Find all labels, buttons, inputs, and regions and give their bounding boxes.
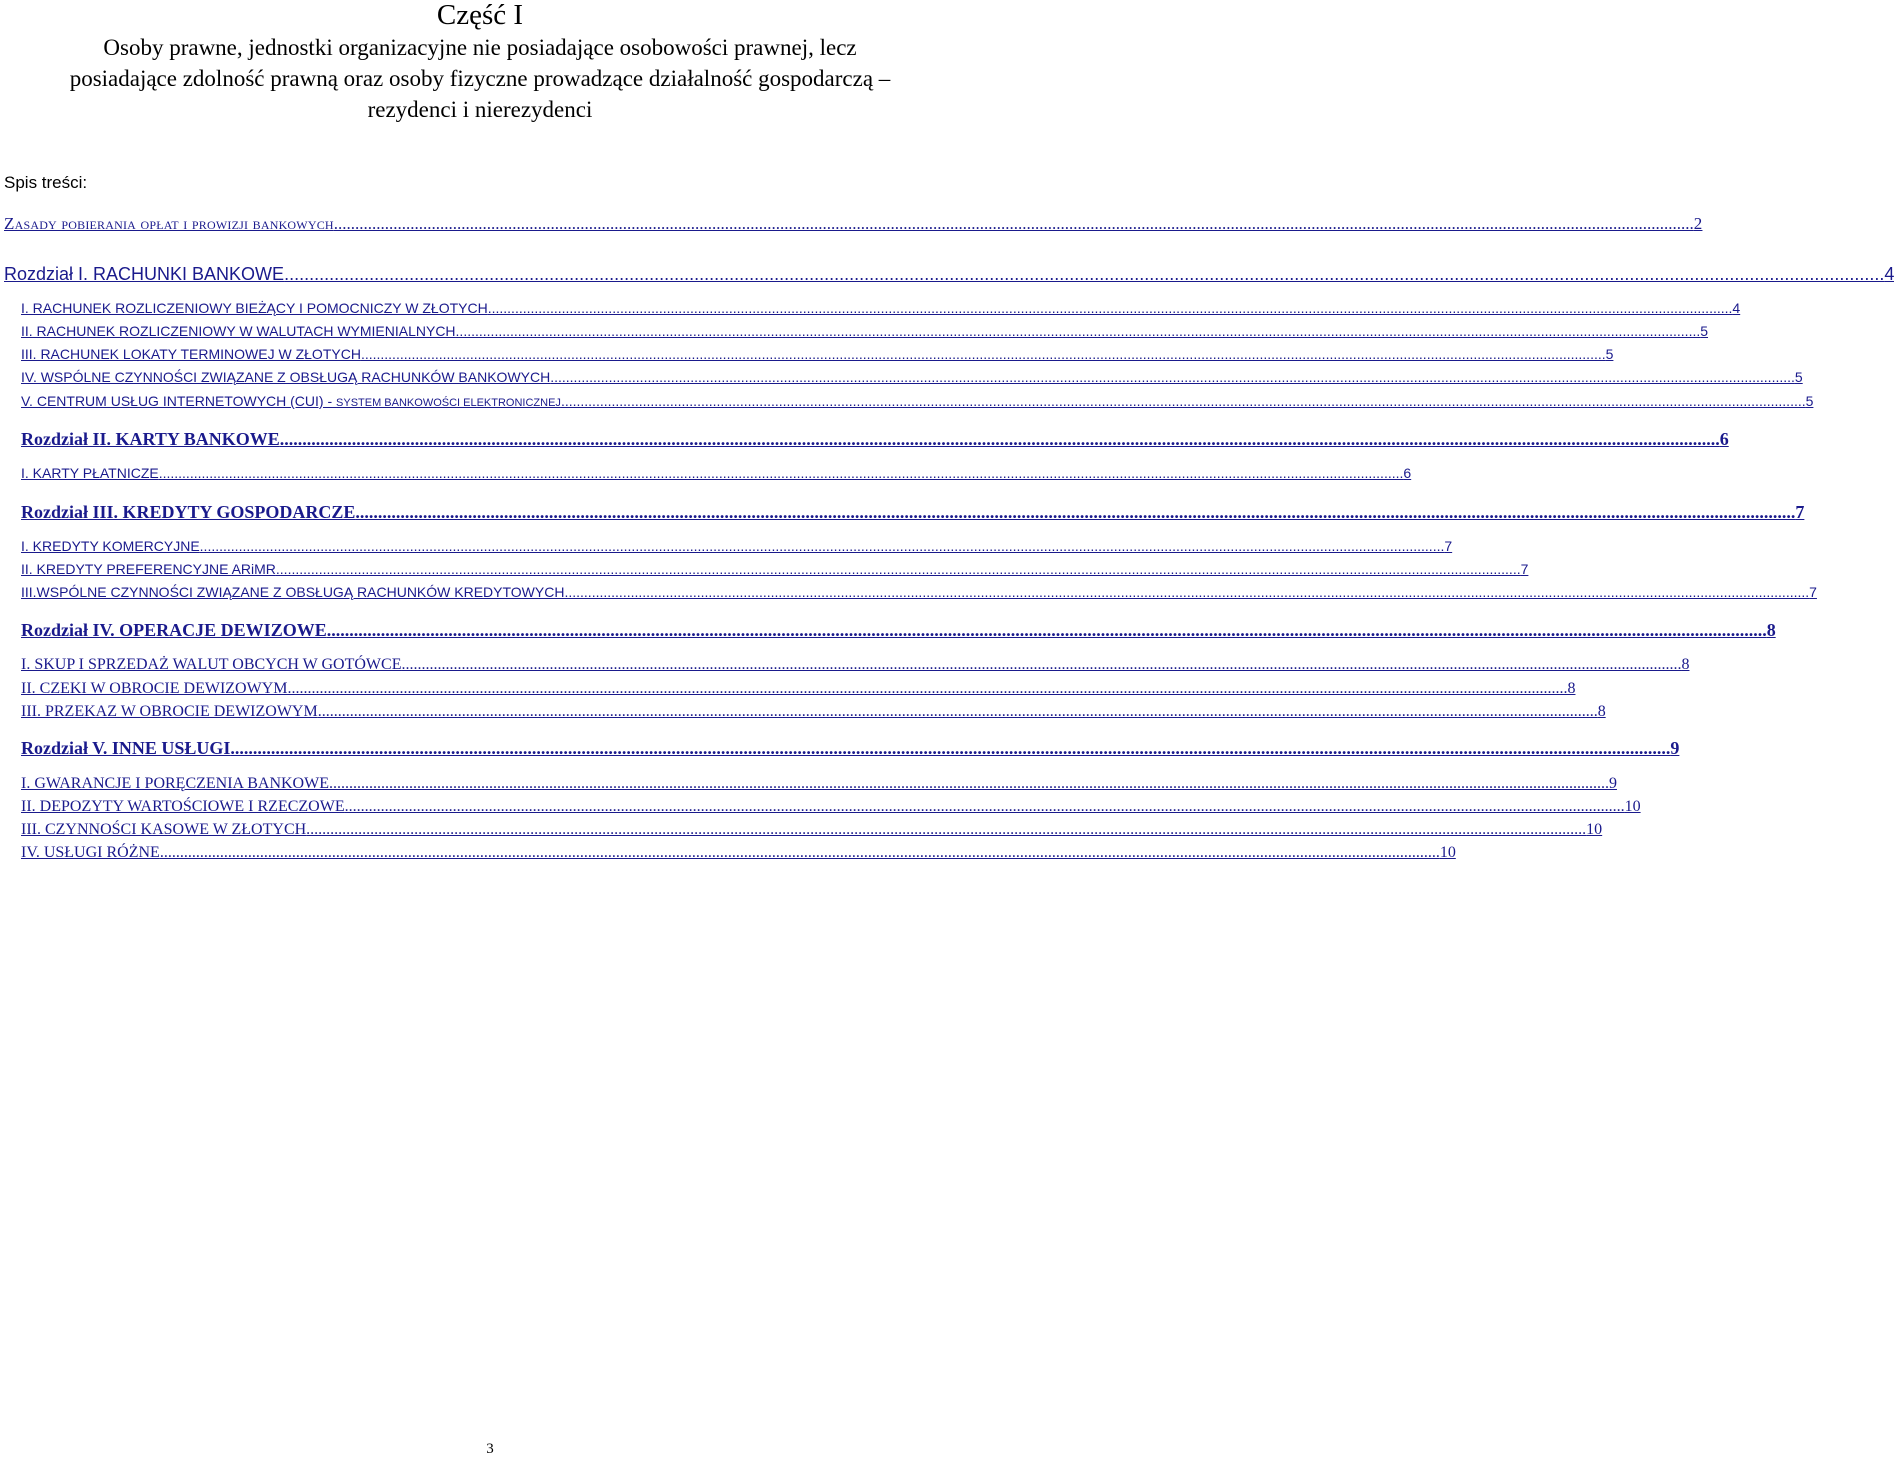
toc-entry-page: 8 bbox=[1766, 620, 1776, 640]
toc-leader-dots bbox=[401, 656, 1681, 674]
toc-entry-page: 4 bbox=[1732, 300, 1741, 316]
toc-entry-text: IV. WSPÓLNE CZYNNOŚCI ZWIĄZANE Z OBSŁUGĄ RACHUNKÓW BANKOWYCH bbox=[21, 369, 551, 385]
toc-entry-page: 10 bbox=[1586, 821, 1603, 838]
toc-entry-text bbox=[21, 393, 561, 409]
toc-entry-page: 5 bbox=[1794, 369, 1803, 385]
toc-entry-page: 6 bbox=[1403, 465, 1412, 481]
toc-entry-3-3[interactable] bbox=[21, 584, 1817, 600]
toc-entry-page: 10 bbox=[1624, 798, 1641, 815]
toc-entry-text: Rozdział II. KARTY BANKOWE bbox=[21, 429, 280, 449]
toc-entry-text: I. RACHUNEK ROZLICZENIOWY BIEŻĄCY I POMOCNICZY W ZŁOTYCH bbox=[21, 300, 488, 316]
toc-entry-rozdzial-3[interactable] bbox=[21, 502, 1805, 523]
toc-entry-rozdzial-2[interactable] bbox=[21, 429, 1729, 450]
toc-entry-page: 9 bbox=[1670, 738, 1680, 758]
toc-entry-4-1[interactable] bbox=[21, 656, 1690, 674]
toc-entry-page: 8 bbox=[1597, 703, 1606, 720]
toc-leader-dots bbox=[561, 393, 1806, 409]
toc-leader-dots bbox=[284, 264, 1884, 285]
toc-leader-dots bbox=[345, 798, 1625, 816]
subtitle-line: posiadające zdolność prawną oraz osoby fizyczne prowadzące działalność gospodarczą – bbox=[69, 66, 891, 91]
toc-entry-page: 9 bbox=[1608, 775, 1617, 792]
toc-entry-page: 10 bbox=[1439, 844, 1456, 861]
toc-leader-dots bbox=[564, 584, 1809, 600]
page-number: 3 bbox=[486, 1441, 494, 1457]
toc-entry-text: Zasady pobierania opłat i prowizji bankowych bbox=[4, 214, 334, 233]
toc-entry-text: II. CZEKI W OBROCIE DEWIZOWYM bbox=[21, 680, 288, 697]
toc-entry-page: 7 bbox=[1520, 561, 1529, 577]
toc-entry-page: 4 bbox=[1884, 264, 1894, 284]
toc-entry-page: 7 bbox=[1444, 538, 1453, 554]
toc-entry-1-1[interactable] bbox=[21, 300, 1741, 316]
toc-entry-text: II. DEPOZYTY WARTOŚCIOWE I RZECZOWE bbox=[21, 798, 345, 815]
toc-entry-rozdzial-4[interactable] bbox=[21, 620, 1776, 641]
toc-entry-text: III.WSPÓLNE CZYNNOŚCI ZWIĄZANE Z OBSŁUGĄ RACHUNKÓW KREDYTOWYCH bbox=[21, 584, 565, 600]
toc-heading: Spis treści: bbox=[4, 173, 88, 192]
toc-entry-text: II. RACHUNEK ROZLICZENIOWY W WALUTACH WYMIENIALNYCH bbox=[21, 323, 456, 339]
toc-leader-dots bbox=[280, 429, 1720, 450]
toc-entry-text: I. KARTY PŁATNICZE bbox=[21, 465, 159, 481]
toc-leader-dots bbox=[306, 821, 1586, 839]
toc-entry-page: 8 bbox=[1681, 656, 1690, 673]
toc-leader-dots bbox=[287, 680, 1567, 698]
toc-entry-text: II. KREDYTY PREFERENCYJNE ARiMR bbox=[21, 561, 276, 577]
toc-leader-dots bbox=[456, 323, 1701, 339]
toc-entry-text-small: SYSTEM BANKOWOŚCI ELEKTRONICZNEJ bbox=[336, 397, 561, 409]
toc-entry-text: Rozdział I. RACHUNKI BANKOWE bbox=[4, 264, 285, 284]
toc-entry-3-1[interactable] bbox=[21, 538, 1453, 554]
document-title: Część I bbox=[436, 0, 524, 31]
toc-entry-5-1[interactable] bbox=[21, 775, 1617, 793]
toc-leader-dots bbox=[550, 369, 1795, 385]
toc-entry-page: 7 bbox=[1795, 502, 1805, 522]
subtitle-line: rezydenci i nierezydenci bbox=[367, 97, 593, 122]
toc-entry-5-3[interactable] bbox=[21, 821, 1603, 839]
toc-leader-dots bbox=[318, 703, 1598, 721]
toc-entry-4-3[interactable] bbox=[21, 703, 1606, 721]
toc-leader-dots bbox=[334, 214, 1694, 234]
toc-entry-1-4[interactable] bbox=[21, 369, 1803, 385]
toc-entry-text: III. PRZEKAZ W OBROCIE DEWIZOWYM bbox=[21, 703, 318, 720]
toc-leader-dots bbox=[361, 346, 1606, 362]
toc-entry-page: 2 bbox=[1693, 214, 1703, 233]
toc-entry-page: 5 bbox=[1805, 393, 1814, 409]
toc-leader-dots bbox=[329, 775, 1609, 793]
toc-entry-text: Rozdział V. INNE USŁUGI bbox=[21, 738, 231, 758]
toc-entry-page: 5 bbox=[1605, 346, 1614, 362]
toc-leader-dots bbox=[327, 620, 1767, 641]
toc-entry-page: 8 bbox=[1567, 680, 1576, 697]
toc-leader-dots bbox=[276, 561, 1521, 577]
toc-entry-zasady[interactable] bbox=[4, 214, 1703, 234]
toc-entry-1-3[interactable] bbox=[21, 346, 1614, 362]
toc-leader-dots bbox=[355, 502, 1795, 523]
toc-entry-text: Rozdział III. KREDYTY GOSPODARCZE bbox=[21, 502, 356, 522]
subtitle-line: Osoby prawne, jednostki organizacyjne nie posiadające osobowości prawnej, lecz bbox=[103, 35, 857, 60]
toc-entry-2-1[interactable] bbox=[21, 465, 1412, 481]
toc-entry-text: IV. USŁUGI RÓŻNE bbox=[21, 844, 160, 861]
toc-entry-text: I. KREDYTY KOMERCYJNE bbox=[21, 538, 200, 554]
toc-leader-dots bbox=[230, 738, 1670, 759]
toc-entry-4-2[interactable] bbox=[21, 680, 1576, 698]
toc-leader-dots bbox=[488, 300, 1733, 316]
toc-entry-5-4[interactable] bbox=[21, 844, 1456, 862]
toc-entry-1-5[interactable] bbox=[21, 393, 1814, 409]
toc-entry-text-main: V. CENTRUM USŁUG INTERNETOWYCH (CUI) - bbox=[21, 393, 337, 409]
toc-entry-rozdzial-1[interactable] bbox=[4, 264, 1894, 285]
toc-entry-text: III. CZYNNOŚCI KASOWE W ZŁOTYCH bbox=[21, 821, 307, 838]
toc-entry-3-2[interactable] bbox=[21, 561, 1529, 577]
toc-leader-dots bbox=[160, 844, 1440, 862]
toc-entry-text: I. SKUP I SPRZEDAŻ WALUT OBCYCH W GOTÓWCE bbox=[21, 656, 402, 673]
toc-entry-rozdzial-5[interactable] bbox=[21, 738, 1680, 759]
toc-entry-page: 5 bbox=[1700, 323, 1709, 339]
toc-leader-dots bbox=[159, 465, 1404, 481]
toc-entry-text: III. RACHUNEK LOKATY TERMINOWEJ W ZŁOTYCH bbox=[21, 346, 361, 362]
toc-entry-text: Rozdział IV. OPERACJE DEWIZOWE bbox=[21, 620, 327, 640]
toc-entry-1-2[interactable] bbox=[21, 323, 1709, 339]
toc-entry-page: 7 bbox=[1809, 584, 1817, 600]
toc-entry-5-2[interactable] bbox=[21, 798, 1641, 816]
toc-entry-text: I. GWARANCJE I PORĘCZENIA BANKOWE bbox=[21, 775, 329, 792]
toc-entry-page: 6 bbox=[1719, 429, 1729, 449]
toc-leader-dots bbox=[200, 538, 1445, 554]
